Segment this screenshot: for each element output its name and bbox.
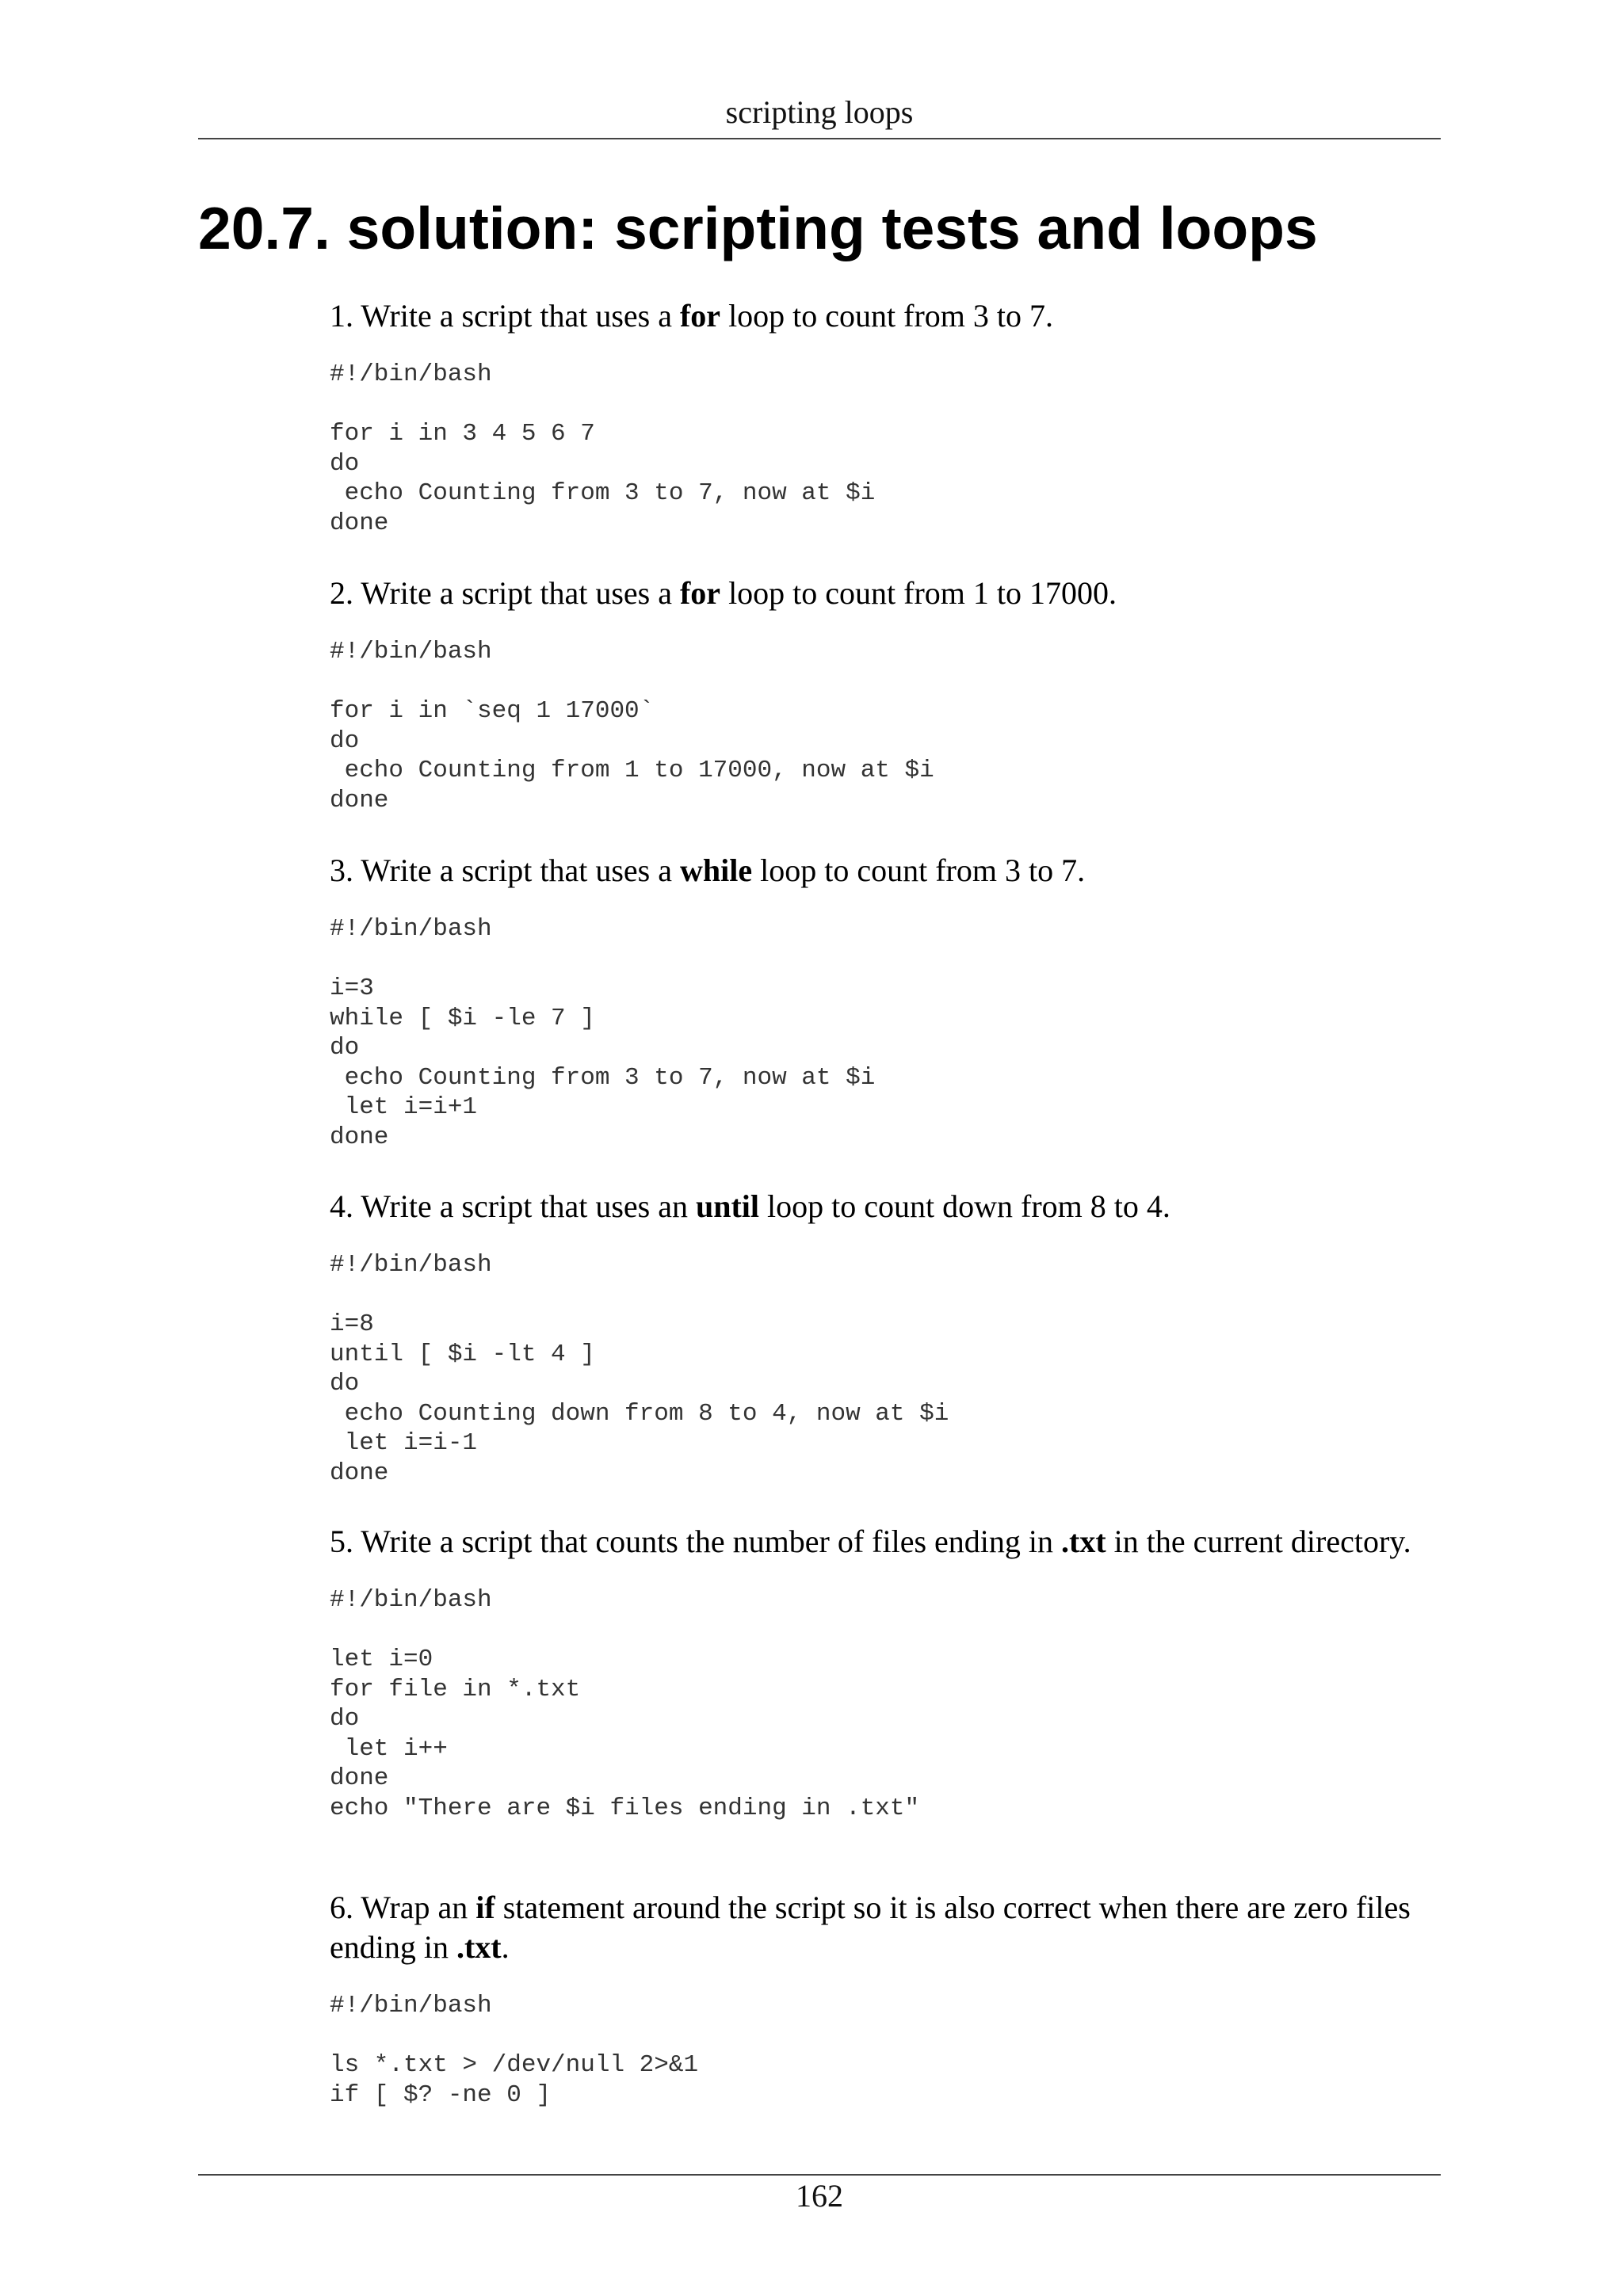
exercise-6 <box>330 1888 1441 2110</box>
code-block: #!/bin/bash let i=0 for file in *.txt do let i++ done echo "There are $i files ending in .txt" <box>330 1586 920 1822</box>
exercise-4 <box>330 1187 1441 1488</box>
footer-rule <box>198 2174 1441 2176</box>
exercise-question: 5. Write a script that counts the number of files ending in .txt in the current directory. <box>330 1524 1411 1559</box>
exercise-question: 3. Write a script that uses a while loop to count from 3 to 7. <box>330 852 1086 888</box>
exercise-3 <box>330 851 1441 1152</box>
code-block: #!/bin/bash ls *.txt > /dev/null 2>&1 if [ $? -ne 0 ] <box>330 1992 699 2109</box>
exercise-1 <box>330 296 1441 538</box>
code-block: #!/bin/bash for i in 3 4 5 6 7 do echo Counting from 3 to 7, now at $i done <box>330 360 876 537</box>
exercise-question: 1. Write a script that uses a for loop to count from 3 to 7. <box>330 298 1054 334</box>
section-title: 20.7. solution: scripting tests and loops <box>198 195 1318 261</box>
exercise-question: 6. Wrap an if statement around the script so it is also correct when there are zero files ending in .txt. <box>330 1890 1411 1965</box>
header-rule <box>198 138 1441 139</box>
code-block: #!/bin/bash i=3 while [ $i -le 7 ] do echo Counting from 3 to 7, now at $i let i=i+1 done <box>330 915 876 1151</box>
code-block: #!/bin/bash for i in `seq 1 17000` do echo Counting from 1 to 17000, now at $i done <box>330 638 934 814</box>
page-number: 162 <box>796 2178 843 2214</box>
exercise-2 <box>330 574 1441 815</box>
exercise-5 <box>330 1522 1441 1823</box>
code-block: #!/bin/bash i=8 until [ $i -lt 4 ] do echo Counting down from 8 to 4, now at $i let i=i-1 done <box>330 1251 949 1487</box>
running-header: scripting loops <box>725 94 914 130</box>
exercise-question: 2. Write a script that uses a for loop to count from 1 to 17000. <box>330 575 1117 611</box>
exercise-question: 4. Write a script that uses an until loop to count down from 8 to 4. <box>330 1188 1170 1224</box>
